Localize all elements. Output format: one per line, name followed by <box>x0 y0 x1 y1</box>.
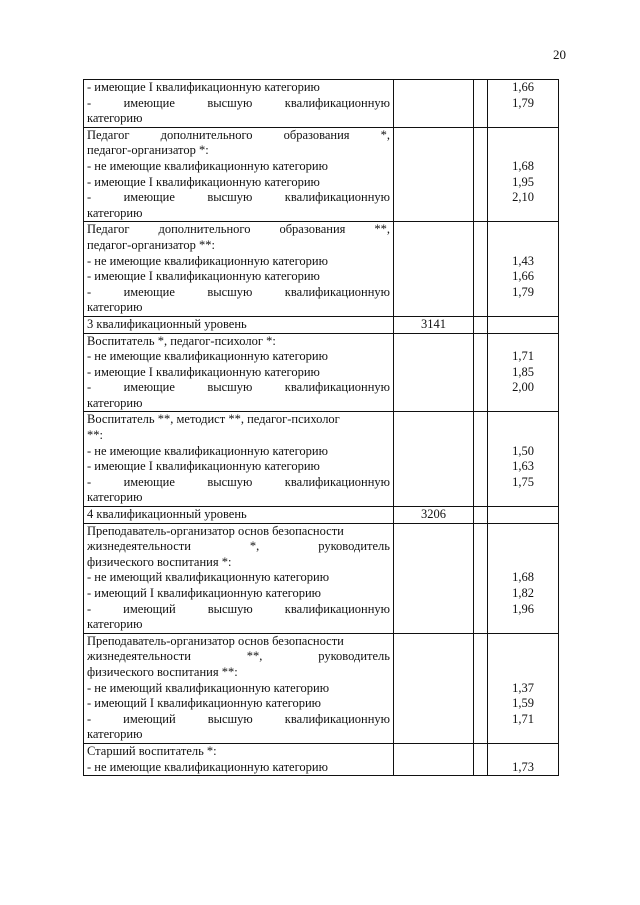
position-text-line: - имеющий I квалификационную категорию <box>87 586 321 600</box>
spacer-cell <box>474 523 488 633</box>
coefficient-value <box>491 428 555 444</box>
position-text-line: - не имеющий квалификационную категорию <box>87 570 330 585</box>
coefficient-value <box>491 222 555 238</box>
coefficient-value: 1,37 <box>512 680 534 695</box>
table-row <box>84 80 559 128</box>
position-text-line: - имеющий высшую квалификационную <box>87 601 390 616</box>
base-salary-cell <box>394 507 474 524</box>
coefficient-cell <box>488 222 559 317</box>
coefficient-value <box>491 539 555 555</box>
position-text-line: категорию <box>87 111 143 126</box>
coefficient-value <box>491 206 555 222</box>
coefficient-value: 1,73 <box>512 759 534 774</box>
spacer-cell <box>474 127 488 222</box>
position-text-line: Педагог дополнительного образования *, <box>87 127 390 142</box>
position-text-line: категорию <box>87 727 143 742</box>
position-text-line: - имеющие высшую квалификационную <box>87 380 390 395</box>
position-cell <box>84 316 394 333</box>
spacer-cell <box>474 222 488 317</box>
coefficient-value: 1,79 <box>512 95 534 110</box>
position-text-line: - имеющие высшую квалификационную <box>87 284 390 299</box>
coefficient-value <box>491 334 555 350</box>
position-cell <box>84 633 394 743</box>
level-label: 3 квалификационный уровень <box>87 316 247 331</box>
coefficient-value: 1,96 <box>512 601 534 616</box>
position-text-line: - не имеющие квалификационную категорию <box>87 443 328 458</box>
coefficient-value: 1,63 <box>512 459 534 474</box>
base-salary-cell <box>394 127 474 222</box>
coefficient-value: 2,10 <box>512 190 534 205</box>
position-text-line: **: <box>87 428 103 443</box>
qualification-level-row <box>84 316 559 333</box>
position-text-line: - не имеющие квалификационную категорию <box>87 759 328 774</box>
position-text-line: Старший воспитатель *: <box>87 743 217 758</box>
coefficient-value: 1,66 <box>512 269 534 284</box>
coefficient-cell <box>488 412 559 507</box>
table-row <box>84 743 559 775</box>
coefficient-value: 1,68 <box>512 570 534 585</box>
table-row <box>84 333 559 412</box>
position-text-line: физического воспитания **: <box>87 664 238 679</box>
coefficient-value <box>491 634 555 650</box>
position-text-line: категорию <box>87 395 143 410</box>
coefficient-value <box>491 727 555 743</box>
coefficient-value <box>491 238 555 254</box>
coefficient-value: 1,85 <box>512 364 534 379</box>
coefficient-value: 1,59 <box>512 696 534 711</box>
coefficient-value <box>491 412 555 428</box>
position-cell <box>84 222 394 317</box>
position-text-line: - имеющие I квалификационную категорию <box>87 174 320 189</box>
base-salary-cell <box>394 743 474 775</box>
spacer-cell <box>474 333 488 412</box>
position-text-line: Преподаватель-организатор основ безопасности <box>87 633 344 648</box>
spacer-cell <box>474 316 488 333</box>
position-text-line: жизнедеятельности *, руководитель <box>87 539 390 554</box>
position-text-line: - не имеющие квалификационную категорию <box>87 349 328 364</box>
position-cell <box>84 127 394 222</box>
base-salary-cell <box>394 333 474 412</box>
coefficient-value: 1,75 <box>512 474 534 489</box>
coefficient-value <box>491 128 555 144</box>
coefficient-value: 1,82 <box>512 586 534 600</box>
position-text-line: Преподаватель-организатор основ безопасности <box>87 523 344 538</box>
position-cell <box>84 507 394 524</box>
coefficient-value <box>491 490 555 506</box>
coefficient-value <box>491 143 555 159</box>
position-cell <box>84 412 394 507</box>
position-text-line: - имеющие I квалификационную категорию <box>87 80 320 94</box>
coefficient-cell <box>488 523 559 633</box>
position-text-line: - имеющие высшую квалификационную <box>87 190 390 205</box>
coefficient-value <box>491 617 555 633</box>
position-text-line: Педагог дополнительного образования **, <box>87 222 390 237</box>
base-salary-value: 3141 <box>421 316 446 331</box>
table-body <box>84 80 559 776</box>
coefficient-cell <box>488 507 559 524</box>
position-text-line: категорию <box>87 205 143 220</box>
spacer-cell <box>474 412 488 507</box>
position-text-line: категорию <box>87 300 143 315</box>
table-row <box>84 412 559 507</box>
spacer-cell <box>474 743 488 775</box>
coefficient-value <box>491 300 555 316</box>
coefficient-value <box>491 396 555 412</box>
salary-coefficient-table <box>83 79 559 776</box>
coefficient-value <box>491 524 555 540</box>
position-text-line: - не имеющие квалификационную категорию <box>87 158 328 173</box>
position-text-line: жизнедеятельности **, руководитель <box>87 649 390 664</box>
base-salary-value: 3206 <box>421 507 446 522</box>
qualification-level-row <box>84 507 559 524</box>
coefficient-value: 1,43 <box>512 253 534 268</box>
coefficient-value <box>491 665 555 681</box>
position-cell <box>84 80 394 128</box>
position-text-line: педагог-организатор *: <box>87 143 209 158</box>
position-text-line: Воспитатель *, педагог-психолог *: <box>87 333 276 348</box>
position-text-line: - имеющий I квалификационную категорию <box>87 696 321 711</box>
position-cell <box>84 333 394 412</box>
base-salary-cell <box>394 80 474 128</box>
coefficient-value: 1,71 <box>512 349 534 364</box>
coefficient-value <box>491 555 555 571</box>
coefficient-value: 1,50 <box>512 443 534 458</box>
coefficient-cell <box>488 127 559 222</box>
position-text-line: категорию <box>87 617 143 632</box>
coefficient-cell <box>488 633 559 743</box>
base-salary-cell <box>394 412 474 507</box>
position-cell <box>84 743 394 775</box>
position-text-line: - имеющие I квалификационную категорию <box>87 459 320 474</box>
coefficient-value: 1,66 <box>512 80 534 94</box>
coefficient-cell <box>488 316 559 333</box>
position-text-line: педагог-организатор **: <box>87 237 215 252</box>
coefficient-value <box>491 111 555 127</box>
coefficient-value: 2,00 <box>512 380 534 395</box>
position-text-line: физического воспитания *: <box>87 554 232 569</box>
base-salary-cell <box>394 222 474 317</box>
coefficient-value <box>491 744 555 760</box>
position-text-line: - имеющие I квалификационную категорию <box>87 269 320 284</box>
base-salary-cell <box>394 633 474 743</box>
coefficient-value: 1,95 <box>512 174 534 189</box>
coefficient-value: 1,71 <box>512 711 534 726</box>
position-text-line: - имеющий высшую квалификационную <box>87 711 390 726</box>
position-text-line: Воспитатель **, методист **, педагог-психолог <box>87 412 340 427</box>
coefficient-cell <box>488 80 559 128</box>
coefficient-cell <box>488 743 559 775</box>
spacer-cell <box>474 633 488 743</box>
table-row <box>84 633 559 743</box>
table-row <box>84 523 559 633</box>
base-salary-cell <box>394 316 474 333</box>
coefficient-value <box>491 649 555 665</box>
position-text-line: - не имеющие квалификационную категорию <box>87 253 328 268</box>
table-row <box>84 127 559 222</box>
position-text-line: - имеющие I квалификационную категорию <box>87 364 320 379</box>
position-text-line: - не имеющий квалификационную категорию <box>87 680 330 695</box>
level-label: 4 квалификационный уровень <box>87 507 247 522</box>
spacer-cell <box>474 507 488 524</box>
coefficient-value: 1,79 <box>512 284 534 299</box>
coefficient-value: 1,68 <box>512 158 534 173</box>
position-text-line: - имеющие высшую квалификационную <box>87 474 390 489</box>
page-number: 20 <box>553 47 566 62</box>
position-cell <box>84 523 394 633</box>
table-row <box>84 222 559 317</box>
position-text-line: категорию <box>87 490 143 505</box>
coefficient-cell <box>488 333 559 412</box>
position-text-line: - имеющие высшую квалификационную <box>87 95 390 110</box>
base-salary-cell <box>394 523 474 633</box>
spacer-cell <box>474 80 488 128</box>
